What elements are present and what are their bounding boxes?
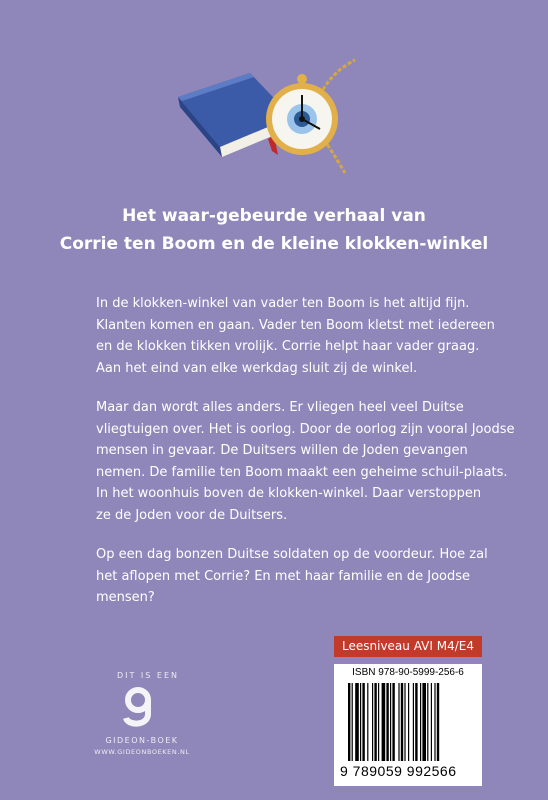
barcode-bar: [422, 683, 426, 761]
reading-level-badge: Leesniveau AVI M4/E4: [334, 636, 482, 657]
barcode-bar: [390, 683, 391, 761]
publisher-intro: DIT IS EEN: [116, 671, 180, 680]
text-line: Maar dan wordt alles anders. Er vliegen heel veel Duitse: [96, 400, 464, 415]
text-line: In het woonhuis boven de klokken-winkel. Daar verstoppen: [96, 486, 482, 501]
barcode-bar: [392, 683, 394, 761]
barcode-bar: [372, 683, 373, 761]
barcode-bar: [415, 683, 417, 761]
barcode-digits: 9 789059 992566: [340, 763, 457, 779]
barcode-bar: [367, 683, 368, 761]
book-title-line1: Het waar-gebeurde verhaal van: [122, 206, 426, 226]
text-line: Klanten komen en gaan. Vader ten Boom kletst met iedereen: [96, 317, 495, 333]
book-title-line2: Corrie ten Boom en de kleine klokken-winkel: [59, 234, 489, 254]
barcode-bar: [378, 683, 379, 761]
summary-paragraph-3: [96, 544, 496, 609]
text-line: In de klokken-winkel van vader ten Boom is het altijd fijn.: [96, 296, 470, 311]
text-line: nemen. De familie ten Boom maakt een geheime schuil-plaats.: [96, 464, 508, 480]
barcode-bar: [408, 683, 409, 761]
barcode-bar: [382, 683, 386, 761]
barcode-icon: [348, 683, 474, 761]
text-line: Aan het eind van elke werkdag sluit zij de winkel.: [96, 360, 418, 376]
barcode-bar: [348, 683, 350, 761]
barcode-bar: [374, 683, 376, 761]
barcode-bar: [386, 683, 388, 761]
text-line: mensen in gevaar. De Duitsers willen de Joden gevangen: [96, 443, 468, 458]
summary-paragraph-2: [96, 397, 515, 526]
barcode-bar: [437, 683, 439, 761]
text-line: het aflopen met Corrie? En met haar familie en de Joodse: [96, 568, 471, 584]
barcode-bar: [404, 683, 405, 761]
barcode-box: [334, 664, 482, 786]
barcode-bar: [355, 683, 359, 761]
barcode-bar: [352, 683, 353, 761]
publisher-name: GIDEON-BOEK: [105, 736, 179, 745]
text-line: mensen?: [96, 590, 155, 605]
text-line: en de klokken tikken vrolijk. Corrie helpt haar vader graag.: [96, 339, 480, 354]
text-line: vliegtuigen over. Het is oorlog. Door de oorlog zijn vooral Joodse: [96, 421, 515, 437]
barcode-bar: [362, 683, 364, 761]
book-and-pocket-watch-illustration: [170, 55, 380, 180]
barcode-bar: [434, 683, 435, 761]
barcode-bar: [360, 683, 361, 761]
summary-paragraph-1: [96, 293, 496, 379]
barcode-bar: [427, 683, 428, 761]
barcode-bar: [401, 683, 403, 761]
barcode-bar: [431, 683, 432, 761]
text-line: Op een dag bonzen Duitse soldaten op de voordeur. Hoe zal: [96, 547, 488, 562]
barcode-bar: [398, 683, 399, 761]
publisher-url[interactable]: WWW.GIDEONBOEKEN.NL: [94, 748, 190, 756]
pocket-watch-icon: [266, 60, 355, 173]
barcode-bar: [413, 683, 414, 761]
barcode-bar: [420, 683, 421, 761]
gideon-logo-icon: [118, 686, 158, 730]
isbn-text: ISBN 978-90-5999-256-6: [352, 667, 464, 678]
text-line: ze de Joden voor de Duitsers.: [96, 507, 288, 523]
